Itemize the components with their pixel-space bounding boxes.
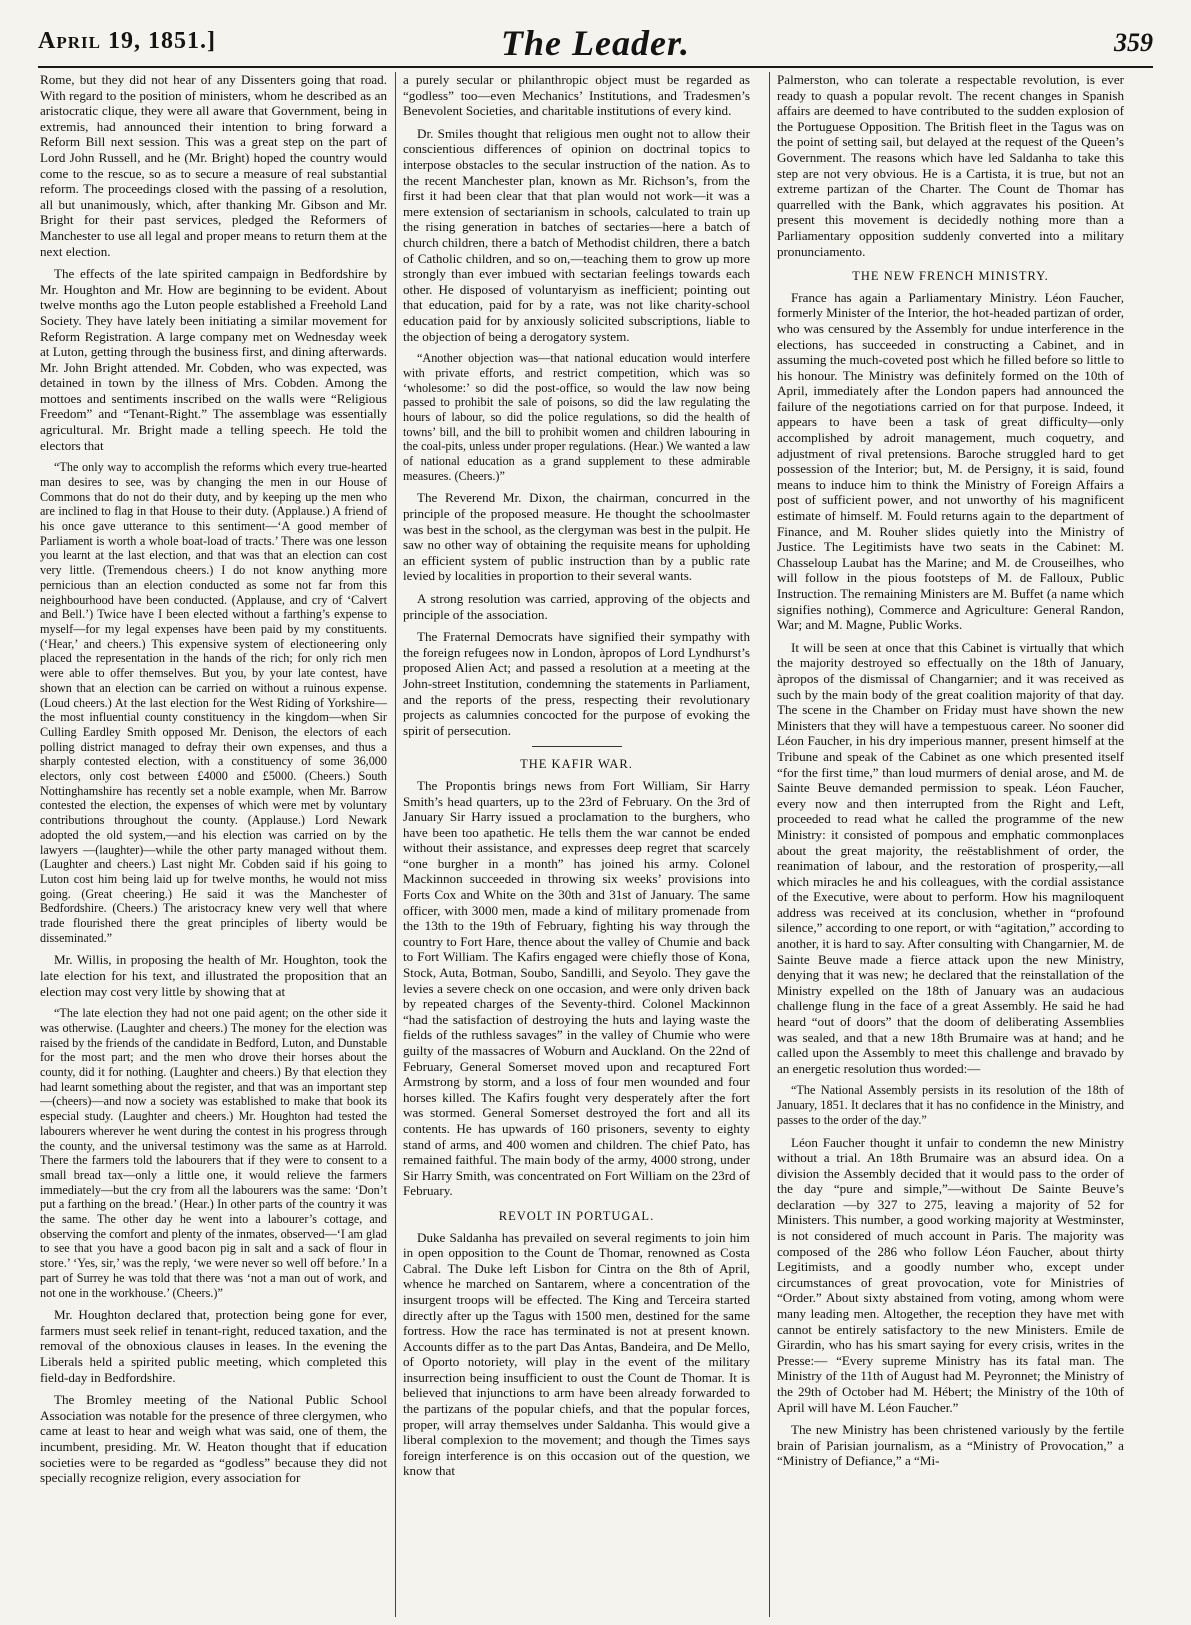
column-2: [403, 72, 750, 1617]
article-paragraph: It will be seen at once that this Cabinet is virtually that which the majority destroyed so effectually on the 18th of January, àpropos of the dismissal of Changarnier; and it was received as such by the main body of the great coalition majority of that day. The scene in the Chamber on Friday must have shown the new Ministers that they will have a tempestuous career. No sooner did Léon Faucher, in his dry imperious manner, present himself at the Tribune and speak of the Cabinet as one which presented itself “for the first time,” than loud murmers of denial arose, and M. de Sainte Beuve demanded permission to speak. Léon Faucher, every now and then interrupted from the Right and Left, proceeded to read what he called the programme of the new Ministry: it consisted of pompous and emphatic commonplaces about the great majority, the reëstablishment of order, the reanimation of labour, and the restoration of prosperity,—all which miracles he and his colleagues, with the cordial assistance of the Executive, were about to perform. How his magniloquent address was received at its conclusion, whether in “profound silence,” according to one report, or with “agitation,” according to another, it is hard to say. After consulting with Changarnier, M. de Sainte Beuve made a fierce attack upon the new Ministry, denying that it was new; he declared that the reinstallation of the Ministry expelled on the 18th of January was an audacious challenge flung in the face of a great Assembly. He said he had heard “out of doors” that the doom of deliberating Assemblies was sealed, and that a new 18th Brumaire was at hand; and he called upon the Assembly to meet this challenge and bravado by an energetic resolution thus worded:—: [777, 639, 1124, 1076]
article-paragraph: Rome, but they did not hear of any Dissenters going that road. With regard to the position of ministers, whom he described as an aristocratic clique, they were all aware that Government, being in extremis, had announced their intention to bring forward a Reform Bill next session. This was a great step on the part of Lord John Russell, and he (Mr. Bright) hoped the country would come to the rescue, so as to secure a measure of real substantial reform. The proceedings closed with the passing of a resolution, all but unanimously, which, after thanking Mr. Gibson and Mr. Bright for their past services, pledged the Reformers of Manchester to use all legal and proper means to return them at the next election.: [40, 72, 387, 259]
section-heading: THE NEW FRENCH MINISTRY.: [852, 269, 1049, 284]
newspaper-title: The Leader.: [501, 23, 690, 63]
column-separator: [769, 72, 770, 1617]
quoted-paragraph: “Another objection was—that national education would interfere with private efforts, and restrict competition, which was so ‘wholesome:’ so did the post-office, so would the law now being passed to prohibit the sale of poisons, so did the law regulating the hours of labour, so did the police regulations, so did the health of towns’ bill, and the bill to prohibit women and children labouring in the coal-pits, unless under proper regulations. (Hear.) We wanted a law of national education as a grand supplement to these admirable measures. (Cheers.)”: [403, 351, 750, 483]
article-paragraph: Léon Faucher thought it unfair to condemn the new Ministry without a trial. An 18th Brumaire was an absurd idea. On a division the Assembly decided that it would pass to the order of the day “pure and simple,”—without De Sainte Beuve’s declaration —by 327 to 275, leaving a majority of 52 for Ministers. This number, a good working majority at Westminster, is not considered of much account in Paris. The majority was composed of the 286 who follow Léon Faucher, about thirty Legitimists, and a goodly number who, except under circumstances of great provocation, vote for Ministries of “Order.” About sixty abstained from voting, among whom were many leading men. Altogether, the reception they have met with cannot be entirely satisfactory to the new Ministers. Emile de Girardin, who has his smart saying for every crisis, writes in the Presse:— “Every supreme Ministry has its fatal man. The Ministry of the 11th of August had M. Peyronnet; the Ministry of the 29th of October had M. Hébert; the Ministry of the 10th of April will have M. Léon Faucher.”: [777, 1134, 1124, 1415]
masthead: [38, 22, 1153, 68]
quoted-paragraph: “The only way to accomplish the reforms which every true-hearted man desires to see, was by changing the men in our House of Commons that do not do their duty, and by keeping up the men who are inclined to flag in that House to their duty. (Applause.) A friend of his once gave utterance to this sentiment—‘A good member of Parliament is worth a whole boat-load of tracts.’ There was one lesson you learnt at the last election, and that was that an election can cost very little. (Tremendous cheers.) I do not know anything more pernicious than an election conducted as some not far from this neighbourhood have been conducted. (Applause, and cry of ‘Calvert and Bell.’) Twice have I been elected without a farthing’s expense to myself—for my legal expenses have been paid by my constituents. (‘Hear,’ and cheers.) This expensive system of electioneering only placed the representation in the hands of the rich; for only rich men were able to offer themselves. But you, by your late contest, have shown that an election can be carried on without a ruinous expense. (Loud cheers.) At the last election for the West Riding of Yorkshire—the most influential county constituency in the kingdom—when Sir Culling Eardley Smith opposed Mr. Denison, the electors of each polling district managed to defray their own expenses, and thus a sharply contested election, with a constituency of some 36,000 electors, only cost between £4000 and £5000. (Cheers.) South Nottinghamshire has recently set a noble example, when Mr. Barrow contested the election, the expenses of which were met by voluntary contributions throughout the county. (Applause.) Lord Newark adopted the old system,—and his election was carried on by the lawyers —(laughter)—while the other party managed without them. (Laughter and cheers.) Last night Mr. Cobden said if his going to Luton cost him being laid up for twelve months, he would not miss going. (Great cheering.) He said it was the Manchester of Bedfordshire. (Cheers.) The aristocracy knew very well that where trade flourished there the great principles of liberty would be disseminated.”: [40, 460, 387, 945]
section-heading: REVOLT IN PORTUGAL.: [498, 1208, 655, 1223]
article-paragraph: The Bromley meeting of the National Public School Association was notable for the presence of three clergymen, who came at least to hear and weigh what was said, one of them, the incumbent, presiding. Mr. W. Heaton thought that if education societies were to be regarded as “godless” because they did not specially recognize religion, every association for: [40, 1392, 387, 1486]
article-paragraph: The effects of the late spirited campaign in Bedfordshire by Mr. Houghton and Mr. How are beginning to be evident. About twelve months ago the Luton people established a Freehold Land Society. They have lately been initiating a similar movement for Reform Registration. A large company met on Wednesday week at Luton, getting through the business first, and dining afterwards. Mr. John Bright attended. Mr. Cobden, who was expected, was detained in town by the illness of Mrs. Cobden. Among the mottoes and sentiments inscribed on the walls were “Religious Freedom” and “Tenant-Right.” The assemblage was essentially agricultural. Mr. Bright made a telling speech. He told the electors that: [40, 266, 387, 453]
column-1: [40, 72, 387, 1617]
article-paragraph: The Propontis brings news from Fort William, Sir Harry Smith’s head quarters, up to the 23rd of February. On the 3rd of January Sir Harry issued a proclamation to the burghers, who have been too apathetic. He tells them the war cannot be ended without their assistance, and expresses deep regret that scarcely “one burgher in a month” has joined his army. Colonel Mackinnon succeeded in throwing six weeks’ provisions into Forts Cox and White on the 30th and 31st of January. The same officer, with 3000 men, made a kind of military promenade from the 13th to the 19th of February, fighting his way through the country to Fort Hare, thence about the valley of Chumie and back to Fort William. The Kafirs engaged were chiefly those of Kona, Stock, Auta, Botman, Soubo, Sandilli, and Seyolo. They gave the levies a severe check on one occasion, and were only driven back by repeated charges of the Seventy-third. Colonel Mackinnon “had the satisfaction of destroying the huts and laying waste the fields of the ruthless savages” in the valley of Chumie who were guilty of the massacres of Woburn and Auckland. On the 22nd of February, General Somerset moved upon and recaptured Fort Armstrong by storm, and a loss of four men wounded and four horses killed. The Kafirs fought very desperately after the fort was stormed. General Somerset destroyed the fort and all its contents. He has upwards of 160 prisoners, seventy to eighty stand of arms, and 400 women and children. The chief Pato, has remained faithful. The main body of the army, 4000 strong, under Sir Harry Smith, was concentrated on Fort William on the 23rd of February.: [403, 777, 750, 1199]
masthead-rule: [38, 66, 1153, 68]
article-paragraph: Dr. Smiles thought that religious men ought not to allow their conscientious differences of opinion on doctrinal topics to interpose obstacles to the secular instruction of the nation. As to the recent Manchester plan, known as Mr. Richson’s, from the first it had been clear that that plan would not work—it was a mere extension of sectarianism in schools, calculated to train up the rising generation in batches of sectaries—here a batch of church children, there a batch of Methodist children, there a batch of Catholic children, and so on,—teaching them to grow up more strongly than ever imbued with sectarian feelings towards each other. He disposed of voluntaryism as inefficient; pointing out that education, paid for by a rate, was not like charity-school education paid for by anxiously solicited subscriptions, liable to the objection of being a derogatory system.: [403, 125, 750, 344]
article-paragraph: Mr. Willis, in proposing the health of Mr. Houghton, took the late election for his text, and illustrated the proposition that an election may cost very little by showing that at: [40, 952, 387, 999]
quoted-paragraph: “The National Assembly persists in its resolution of the 18th of January, 1851. It declares that it has no confidence in the Ministry, and passes to the order of the day.”: [777, 1083, 1124, 1127]
article-paragraph: Mr. Houghton declared that, protection being gone for ever, farmers must seek relief in tenant-right, reduced taxation, and the removal of the obnoxious clauses in leases. In the evening the Liberals held a spirited public meeting, which completed this field-day in Bedfordshire.: [40, 1307, 387, 1385]
page-number: 359: [1114, 28, 1153, 57]
article-paragraph: The new Ministry has been christened variously by the fertile brain of Parisian journalism, as a “Ministry of Provocation,” a “Ministry of Defiance,” a “Mi-: [777, 1422, 1124, 1469]
section-divider: [532, 746, 622, 747]
article-paragraph: a purely secular or philanthropic object must be regarded as “godless” too—even Mechanics’ Institutions, and Tradesmen’s Benevolent Societies, and charitable institutions of every kind.: [403, 72, 750, 119]
article-paragraph: The Fraternal Democrats have signified their sympathy with the foreign refugees now in London, àpropos of Lord Lyndhurst’s proposed Alien Act; and passed a resolution at a meeting at the John-street Institution, condemning the statements in Parliament, and the reports of the press, respecting their revolutionary projects as calumnies concocted for the purpose of evoking the spirit of persecution.: [403, 629, 750, 738]
article-paragraph: France has again a Parliamentary Ministry. Léon Faucher, formerly Minister of the Interior, the hot-headed partizan of order, who was censured by the Assembly for undue interference in the elections, has succeeded in constructing a Cabinet, and in assuming the much-coveted post which he filled before so little to his honour. The Ministry was definitely formed on the 10th of April, immediately after the London papers had announced the failure of the negotiations carried on for that purpose. Indeed, it appears to have been a task of great difficulty—only accomplished by adroit management, much coquetry, and adjustment of rival pretensions. Baroche struggled hard to get possession of the Interior; but, M. de Persigny, it is said, found means to induce him to think the Ministry of Foreign Affairs a post of sufficient power, and not unworthy of his magnificent estimate of himself. M. Fould returns again to the department of Finance, and M. Rouher slides quietly into the Ministry of Justice. The Legitimists have two seats in the Cabinet: M. Chasseloup Laubat has the Marine; and M. de Crouseilhes, who will follow in the pious footsteps of M. de Falloux, Public Instruction. The remaining Ministers are M. Buffet (a name which signifies nothing), Commerce and Agriculture: General Randon, War; and M. Magne, Public Works.: [777, 289, 1124, 633]
section-heading: THE KAFIR WAR.: [520, 757, 633, 772]
article-paragraph: A strong resolution was carried, approving of the objects and principle of the association.: [403, 590, 750, 622]
article-paragraph: Palmerston, who can tolerate a respectable revolution, is ever ready to quash a popular revolt. The recent changes in Spanish affairs are deemed to have contributed to the sudden explosion of the Portuguese Opposition. The British fleet in the Tagus was on the point of setting sail, but delayed at the request of the Queen’s Government. The reasons which have led Saldanha to take this step are not very obvious. He is a Cartista, it is true, but not an extreme partizan of the Charter. The Count de Thomar has quarrelled with the Bank, which aggravates his position. At present this movement is decidedly nothing more than a Parliamentary opposition suddenly converted into a military pronunciamento.: [777, 72, 1124, 259]
article-paragraph: Duke Saldanha has prevailed on several regiments to join him in open opposition to the Count de Thomar, renowned as Costa Cabral. The Duke left Lisbon for Cintra on the 8th of April, whence he marched on Santarem, where a concentration of the insurgent troops will be effected. The King and Terceira started directly after up the Tagus with 1500 men, destined for the same fortress. How the race has terminated is not at present known. Accounts differ as to the part Das Antas, Bandeira, and De Mello, of Oporto notoriety, will play in the event of the military insurrection being insufficient to oust the Count de Thomar. It is believed that injunctions to arm have been already forwarded to the partizans of the popular chiefs, and that the popular forces, proper, will array themselves under Saldanha. This would give a liberal complexion to the movement; and though the Times says foreign interference is on this occasion out of the question, we know that: [403, 1229, 750, 1479]
article-paragraph: The Reverend Mr. Dixon, the chairman, concurred in the principle of the proposed measure. He thought the schoolmaster was best in the school, as the clergyman was best in the pulpit. He saw no other way of obtaining the requisite means for upholding an efficient system of public instruction than by a public rate levied by localities in proportion to their several wants.: [403, 490, 750, 584]
column-3: [777, 72, 1124, 1617]
issue-date: April 19, 1851.]: [38, 28, 216, 54]
quoted-paragraph: “The late election they had not one paid agent; on the other side it was otherwise. (Laughter and cheers.) The money for the election was raised by the friends of the candidate in Bedford, Luton, and Dunstable for the most part; and the men who drove their horses about the county, did it for nothing. (Laughter and cheers.) By that election they had learnt something about the register, and that was an important step—(cheers)—and now a society was established to make that book its especial study. (Laughter and cheers.) Mr. Houghton had tested the labourers wherever he went during the contest in his progress through the county, and the universal testimony was the same as at Harrold. There the farmers told the labourers that if they were to consent to a small bread tax—only a little one, it would relieve the farmers immediately—but the cry from all the labourers was the same: ‘Don’t put a farthing on the bread.’ (Hear.) In other parts of the country it was the same. The other day he went into a labourer’s cottage, and observing the comfort and plenty of the inmates, observed—‘I am glad to see that you have a good bacon pig in salt and a sack of flour in store.’ ‘Yes, sir,’ was the reply, ‘we were never so well off before.’ In a part of Surrey he was told that there was ‘not a man out of work, and not one in the workhouse.’ (Cheers.)”: [40, 1006, 387, 1300]
column-separator: [395, 72, 396, 1617]
